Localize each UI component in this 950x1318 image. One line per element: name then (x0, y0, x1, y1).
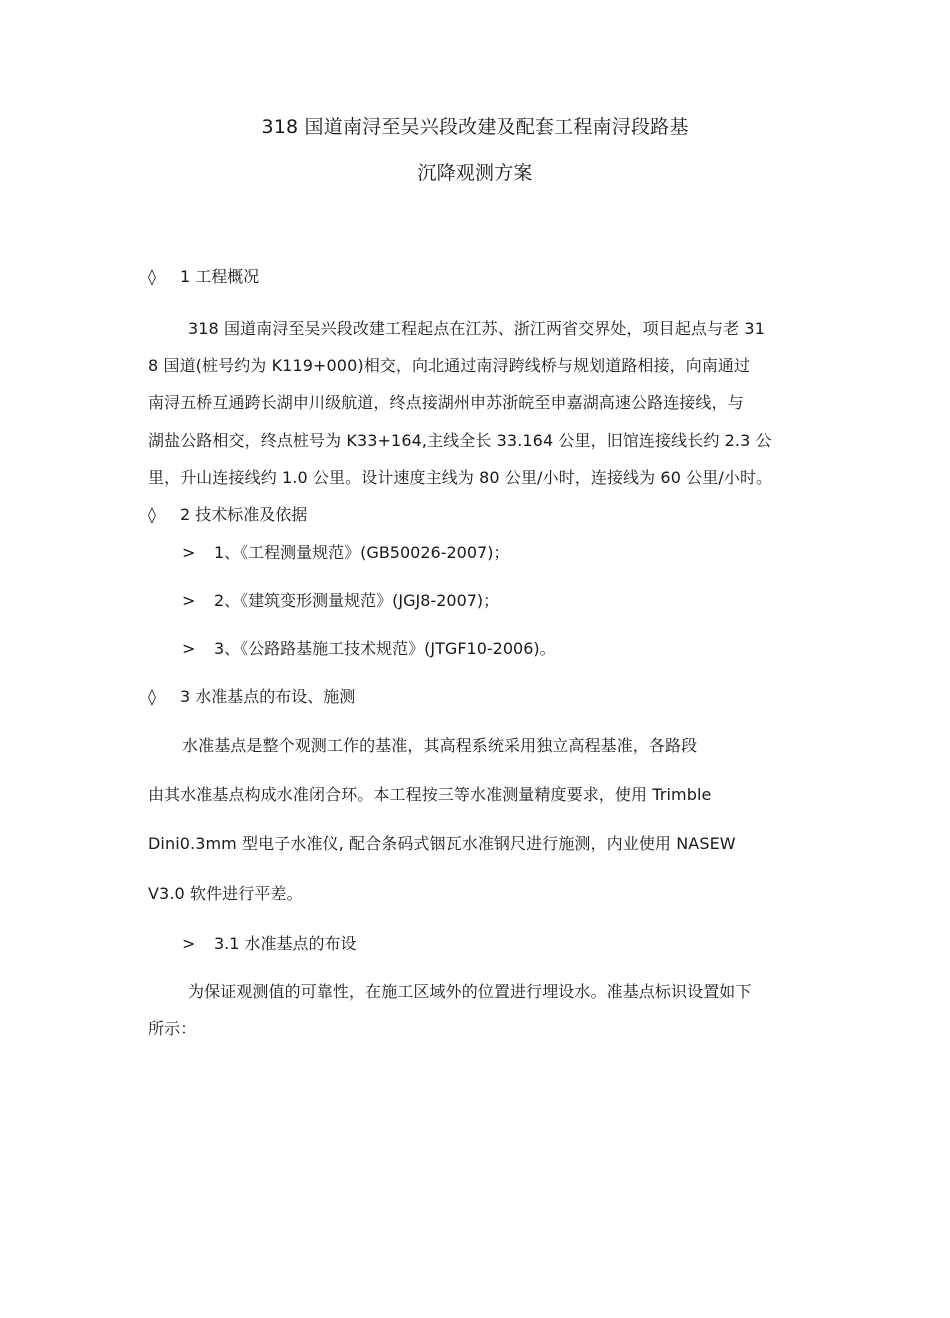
arrow-bullet-icon: > (182, 934, 196, 953)
arrow-bullet-icon: > (182, 543, 196, 562)
diamond-bullet-icon: ◊ (148, 267, 156, 286)
arrow-bullet-icon: > (182, 639, 196, 658)
section-1-line-1: 318 国道南浔至吴兴段改建工程起点在江苏、浙江两省交界处，项目起点与老 31 (188, 319, 765, 338)
reference-item-3 (182, 636, 556, 659)
section-3-heading (148, 684, 355, 707)
section-2-heading (148, 502, 307, 525)
subsection-3-1-title: 3.1 水准基点的布设 (214, 934, 357, 953)
document-title-line-1: 318 国道南浔至吴兴段改建及配套工程南浔段路基 (261, 116, 689, 138)
section-3-title: 3 水准基点的布设、施测 (180, 687, 356, 706)
section-1-line-2: 8 国道(桩号约为 K119+000)相交，向北通过南浔跨线桥与规划道路相接，向南通过 (148, 356, 751, 375)
reference-item-1 (182, 540, 509, 563)
section-3-line-3: Dini0.3mm 型电子水准仪, 配合条码式铟瓦水准钢尺进行施测，内业使用 NASEW (148, 834, 736, 853)
diamond-bullet-icon: ◊ (148, 687, 156, 706)
section-3-line-2: 由其水准基点构成水准闭合环。本工程按三等水准测量精度要求，使用 Trimble (148, 785, 712, 804)
section-3-line-1: 水准基点是整个观测工作的基准，其高程系统采用独立高程基准，各路段 (182, 736, 698, 755)
diamond-bullet-icon: ◊ (148, 505, 156, 524)
section-1-heading (148, 264, 259, 287)
subsection-3-1-heading (182, 931, 357, 954)
section-1-title: 1 工程概况 (180, 267, 260, 286)
section-2-title: 2 技术标准及依据 (180, 505, 308, 524)
section-1-line-3: 南浔五桥互通跨长湖申川级航道，终点接湖州申苏浙皖至申嘉湖高速公路连接线，与 (148, 393, 744, 412)
arrow-bullet-icon: > (182, 591, 196, 610)
section-1-line-4: 湖盐公路相交，终点桩号为 K33+164,主线全长 33.164 公里，旧馆连接线长约 2.3 公 (148, 431, 772, 450)
subsection-3-1-line-2: 所示： (148, 1019, 197, 1038)
reference-item-text: 2、《建筑变形测量规范》(JGJ8-2007)； (214, 591, 500, 610)
reference-item-2 (182, 588, 499, 611)
section-1-line-5: 里，升山连接线约 1.0 公里。设计速度主线为 80 公里/小时，连接线为 60 公里/小时。 (148, 468, 773, 487)
reference-item-text: 1、《工程测量规范》(GB50026-2007)； (214, 543, 510, 562)
section-3-line-4: V3.0 软件进行平差。 (148, 884, 303, 903)
subsection-3-1-line-1: 为保证观测值的可靠性，在施工区域外的位置进行埋设水。准基点标识设置如下 (188, 982, 752, 1001)
reference-item-text: 3、《公路路基施工技术规范》(JTGF10-2006)。 (214, 639, 556, 658)
document-title-line-2: 沉降观测方案 (417, 162, 533, 184)
